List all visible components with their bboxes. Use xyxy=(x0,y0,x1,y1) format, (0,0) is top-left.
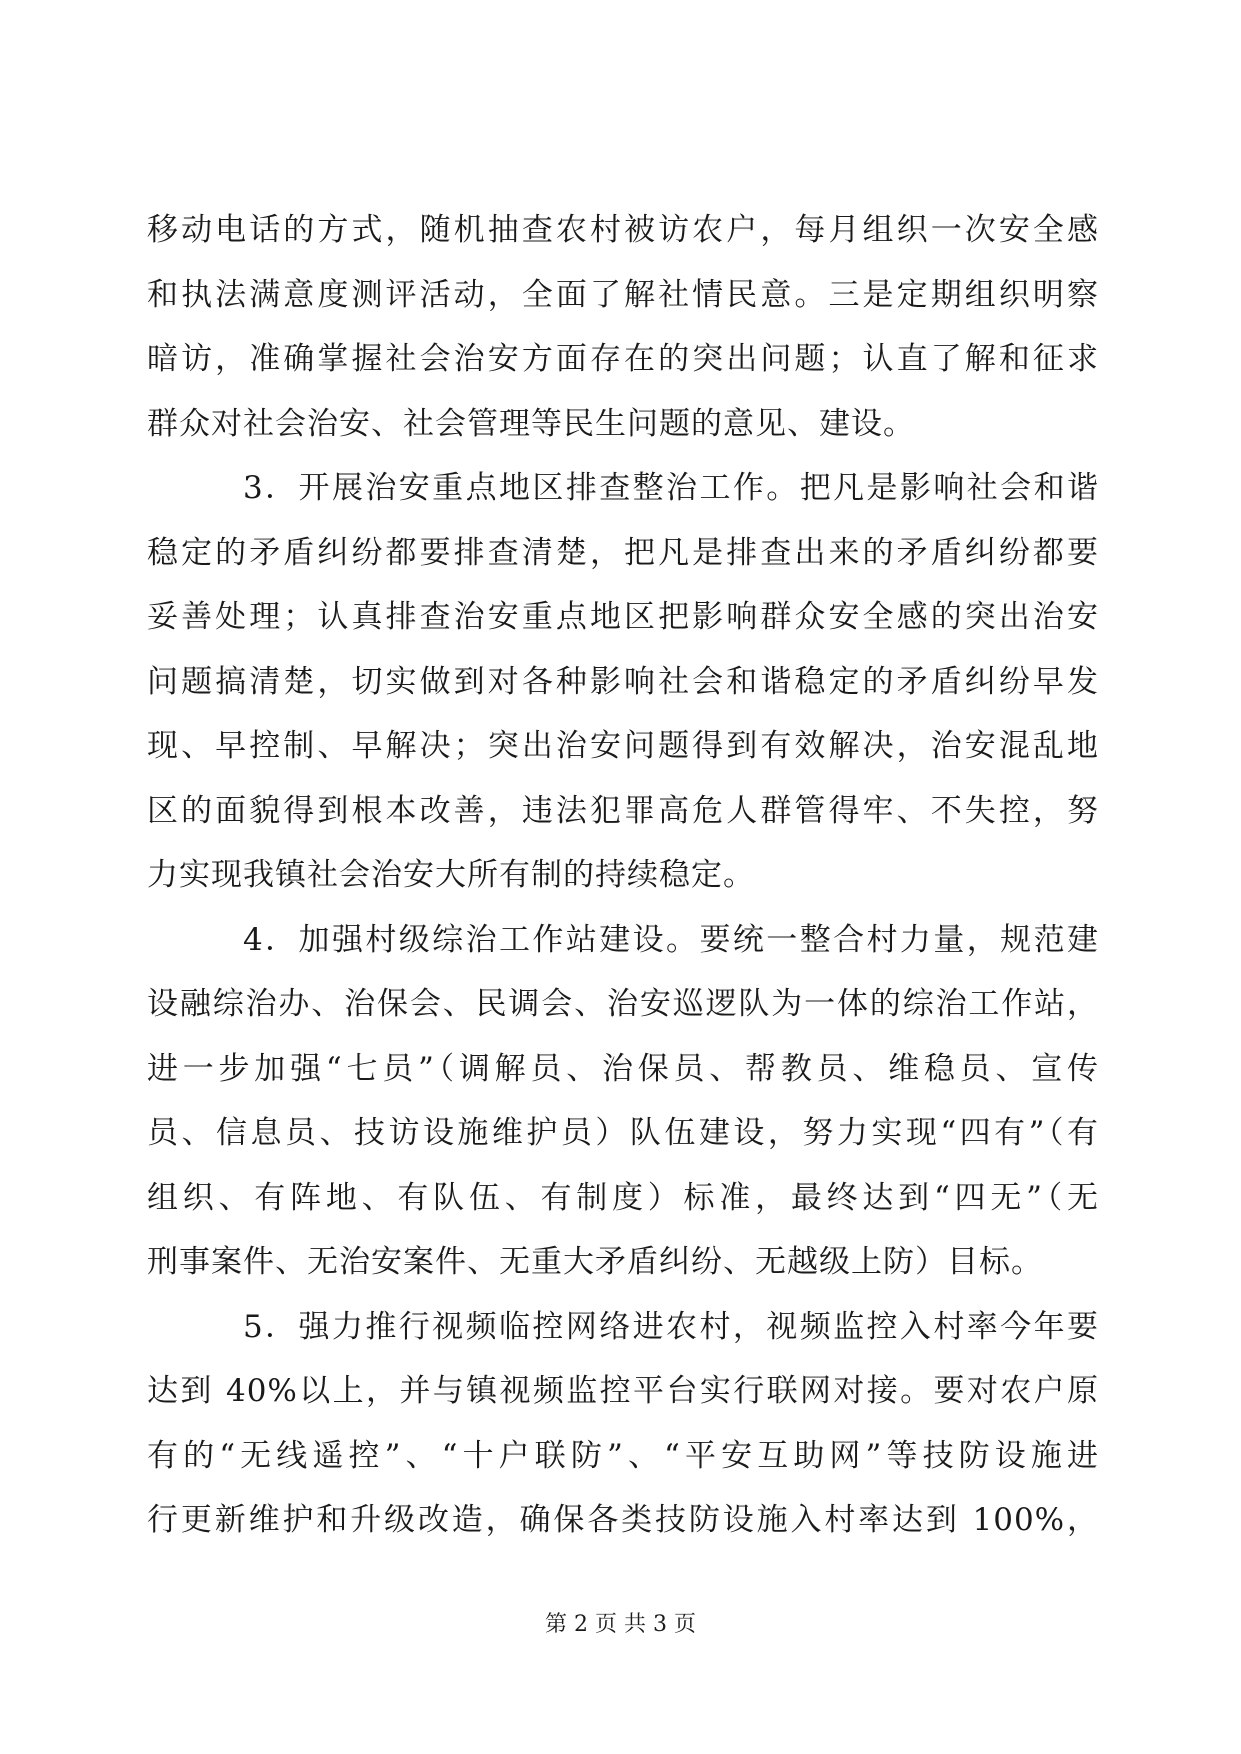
text-line: 有的“无线遥控”、“十户联防”、“平安互助网”等技防设施进 xyxy=(147,1437,1099,1474)
text-line: 稳定的矛盾纠纷都要排查清楚，把凡是排查出来的矛盾纠纷都要 xyxy=(147,534,1099,571)
text-line: 暗访，准确掌握社会治安方面存在的突出问题；认直了解和征求 xyxy=(147,341,1099,377)
document-body xyxy=(147,198,1099,1553)
text-line: 力实现我镇社会治安大所有制的持续稳定。 xyxy=(147,857,755,893)
text-line: 刑事案件、无治安案件、无重大矛盾纠纷、无越级上防）目标。 xyxy=(147,1244,1043,1280)
text-line: 妥善处理；认真排查治安重点地区把影响群众安全感的突出治安 xyxy=(147,599,1099,635)
text-line: 进一步加强“七员”（调解员、治保员、帮教员、维稳员、宣传 xyxy=(147,1050,1099,1087)
text-line: 群众对社会治安、社会管理等民生问题的意见、建设。 xyxy=(147,405,915,442)
text-line: 区的面貌得到根本改善，违法犯罪高危人群管得牢、不失控，努 xyxy=(147,792,1099,829)
text-line: 达到 40%以上，并与镇视频监控平台实行联网对接。要对农户原 xyxy=(147,1373,1099,1409)
text-line: 现、早控制、早解决；突出治安问题得到有效解决，治安混乱地 xyxy=(147,728,1099,764)
text-line: 移动电话的方式，随机抽查农村被访农户，每月组织一次安全感 xyxy=(147,212,1099,248)
text-line: 设融综治办、治保会、民调会、治安巡逻队为一体的综治工作站， xyxy=(147,986,1099,1022)
paragraph-4-first-line: 4．加强村级综治工作站建设。要统一整合村力量，规范建 xyxy=(243,921,1099,958)
text-line: 组织、有阵地、有队伍、有制度）标准，最终达到“四无”（无 xyxy=(147,1179,1099,1216)
paragraph-5-first-line: 5．强力推行视频临控网络进农村，视频监控入村率今年要 xyxy=(243,1308,1099,1345)
page-number-footer: 第 2 页 共 3 页 xyxy=(545,1612,696,1637)
text-line: 行更新维护和升级改造，确保各类技防设施入村率达到 100%， xyxy=(147,1502,1099,1538)
paragraph-3-first-line: 3．开展治安重点地区排查整治工作。把凡是影响社会和谐 xyxy=(243,470,1099,506)
text-line: 问题搞清楚，切实做到对各种影响社会和谐稳定的矛盾纠纷早发 xyxy=(147,663,1099,700)
text-line: 和执法满意度测评活动，全面了解社情民意。三是定期组织明察 xyxy=(147,276,1099,313)
text-line: 员、信息员、技访设施维护员）队伍建设，努力实现“四有”（有 xyxy=(147,1115,1099,1151)
